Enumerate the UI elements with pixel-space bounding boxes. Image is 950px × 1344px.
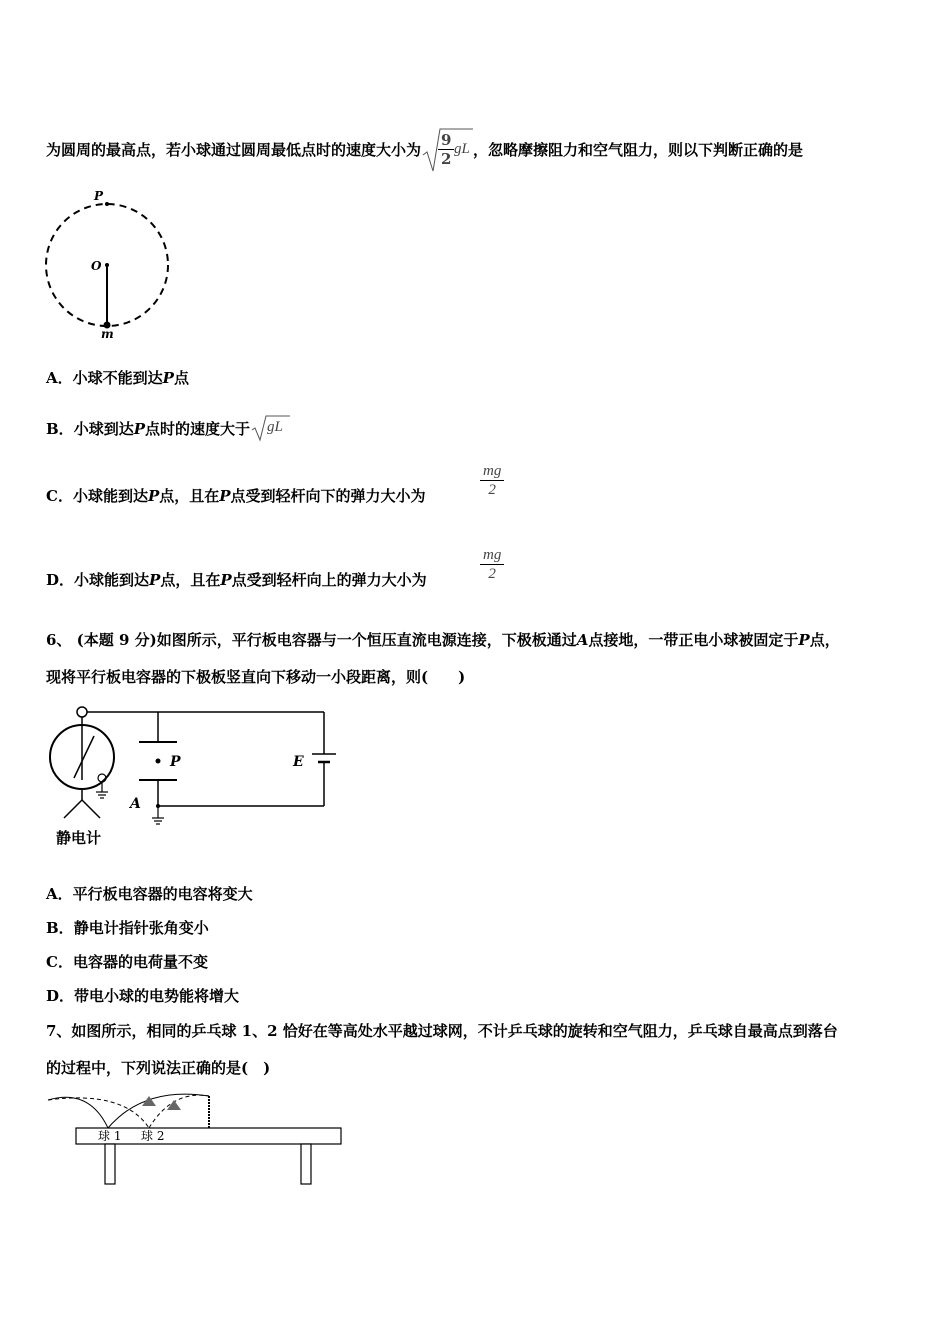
option-text: 点受到轻杆向上的弹力大小为 [231,571,427,589]
q5-option-a[interactable] [46,368,189,388]
label-ball1: 球 1 [98,1129,122,1143]
label-a: A [130,796,141,812]
var-p: P [133,420,145,438]
q7-stem-line2: 的过程中，下列说法正确的是( ) [46,1059,271,1077]
q7-stem-line1: 7、如图所示，相同的乒乓球 1、2 恰好在等高处水平越过球网，不计乒乓球的旋转和空气阻力，乒乓球自最高点到落台 [46,1022,838,1040]
label-ball2: 球 2 [141,1129,165,1143]
q6-option-b[interactable] [46,918,209,938]
var-p: P [798,631,810,649]
option-letter: C． [46,487,73,505]
q5-figure [40,188,180,341]
fraction-mg-2 [480,546,504,583]
option-text: 静电计指针张角变小 [73,919,209,937]
option-text: 小球能到达 [72,487,148,505]
option-letter: A． [46,369,73,387]
q5-sqrt-tail: gL [454,141,470,157]
option-text: 带电小球的电势能将增大 [74,987,240,1005]
sqrt-content: gL [267,419,283,435]
electrometer-leg [82,800,100,818]
q7-figure [44,1090,354,1190]
option-letter: B． [46,420,74,438]
label-m: m [101,327,114,341]
q6-stem-line1 [46,630,840,650]
var-p: P [220,571,232,589]
q5-sqrt-num: 9 [438,131,454,150]
electrometer-needle [74,736,94,778]
sqrt-gl [250,414,290,440]
frac-num: mg [480,462,504,481]
ball2-path [149,1095,209,1128]
ball1-incoming-path [48,1097,108,1128]
ball1-path [108,1094,209,1128]
var-p: P [147,487,160,505]
q5-stem [46,127,803,175]
option-text: 点受到轻杆向下的弹力大小为 [230,487,426,505]
option-letter: D． [46,571,75,589]
pivot-o [105,263,109,267]
var-a: A [576,631,589,649]
q6-text: 点， [809,631,840,649]
table-leg-left [105,1144,115,1184]
table-leg-right [301,1144,311,1184]
option-letter: A． [46,885,73,903]
fraction-mg-2 [480,462,504,499]
point-p [105,202,109,206]
option-text: 点，且在 [160,571,221,589]
option-text: 平行板电容器的电容将变大 [72,885,253,903]
q5-sqrt-den: 2 [441,150,452,168]
option-text: 小球到达 [73,420,134,438]
option-text: 电容器的电荷量不变 [72,953,208,971]
option-text: 点时的速度大于 [144,420,250,438]
var-p: P [219,487,231,505]
option-letter: B． [46,919,74,937]
var-p: P [149,571,161,589]
label-electrometer: 静电计 [56,829,102,847]
frac-num: mg [480,546,504,565]
electrometer-knob [77,707,87,717]
electrometer-leg [64,800,82,818]
option-text: 小球能到达 [74,571,150,589]
q5-speed-sqrt [421,127,473,175]
q5-stem-part2: ，忽略摩擦阻力和空气阻力，则以下判断正确的是 [473,141,804,159]
label-p: P [170,754,181,770]
label-o: O [91,259,102,273]
q6-text: 6、 (本题 9 分)如图所示，平行板电容器与一个恒压直流电源连接，下极板通过 [46,631,577,649]
frac-den: 2 [488,566,496,582]
q6-option-c[interactable] [46,952,208,972]
q5-option-c[interactable] [46,463,502,506]
label-p: P [94,189,104,203]
q5-stem-part1: 为圆周的最高点，若小球通过圆周最低点时的速度大小为 [46,141,422,159]
var-p: P [162,369,174,387]
q5-option-b[interactable] [46,414,290,440]
label-e: E [293,754,304,770]
frac-den: 2 [488,482,496,498]
option-text: 点，且在 [159,487,220,505]
q6-stem-line2: 现将平行板电容器的下极板竖直向下移动一小段距离，则( ) [46,668,466,686]
point-p [156,759,161,764]
q5-option-d[interactable] [46,547,502,590]
q6-option-a[interactable] [46,884,253,904]
option-text: 小球不能到达 [72,369,163,387]
q6-option-d[interactable] [46,986,239,1006]
option-letter: C． [46,953,73,971]
ball1-arrow [142,1096,156,1106]
option-text: 点 [173,369,189,387]
q6-text: 点接地，一带正电小球被固定于 [588,631,799,649]
option-letter: D． [46,987,75,1005]
q6-figure [44,700,344,850]
